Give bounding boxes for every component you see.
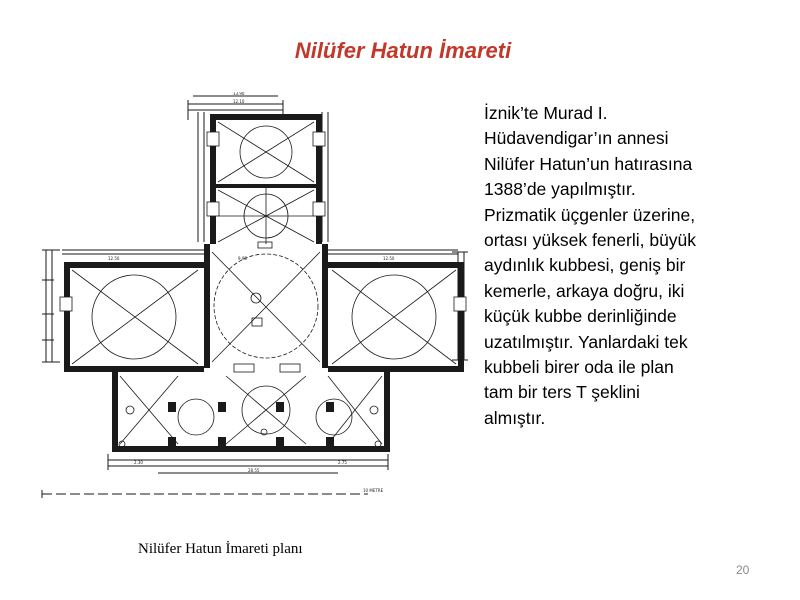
svg-text:12.50: 12.50 bbox=[383, 256, 395, 261]
slide-body-text bbox=[484, 101, 784, 431]
body-line: tam bir ters T şeklini bbox=[484, 382, 640, 403]
body-line: Prizmatik üçgenler üzerine, bbox=[484, 204, 696, 225]
body-line: aydınlık kubbesi, geniş bir bbox=[484, 255, 686, 276]
svg-text:2.75: 2.75 bbox=[338, 460, 347, 465]
body-line: Hüdavendigar’ın annesi bbox=[484, 128, 669, 149]
svg-text:12.50: 12.50 bbox=[108, 256, 120, 261]
slide-title: Nilüfer Hatun İmareti bbox=[294, 38, 512, 63]
page-number: 20 bbox=[736, 563, 750, 577]
body-line: kubbeli birer oda ile plan bbox=[484, 357, 674, 378]
body-line: İznik’te Murad I. bbox=[484, 103, 608, 123]
body-line: almıştır. bbox=[484, 407, 546, 428]
svg-text:13.90: 13.90 bbox=[233, 92, 245, 96]
figure-caption: Nilüfer Hatun İmareti planı bbox=[138, 541, 303, 557]
body-line: kemerle, arkaya doğru, iki bbox=[484, 280, 685, 301]
svg-text:10 METRE: 10 METRE bbox=[363, 488, 384, 493]
body-line: küçük kubbe derinliğinde bbox=[484, 306, 677, 327]
body-line: uzatılmıştır. Yanlardaki tek bbox=[484, 331, 688, 352]
svg-text:2.30: 2.30 bbox=[134, 460, 143, 465]
body-line: ortası yüksek fenerli, büyük bbox=[484, 230, 697, 251]
svg-text:9.95: 9.95 bbox=[238, 256, 247, 261]
body-line: 1388’de yapılmıştır. bbox=[484, 179, 636, 200]
svg-text:28.55: 28.55 bbox=[248, 468, 260, 473]
svg-text:12.10: 12.10 bbox=[233, 99, 245, 104]
body-line: Nilüfer Hatun’un hatırasına bbox=[484, 153, 693, 174]
floor-plan-drawing bbox=[38, 92, 470, 502]
